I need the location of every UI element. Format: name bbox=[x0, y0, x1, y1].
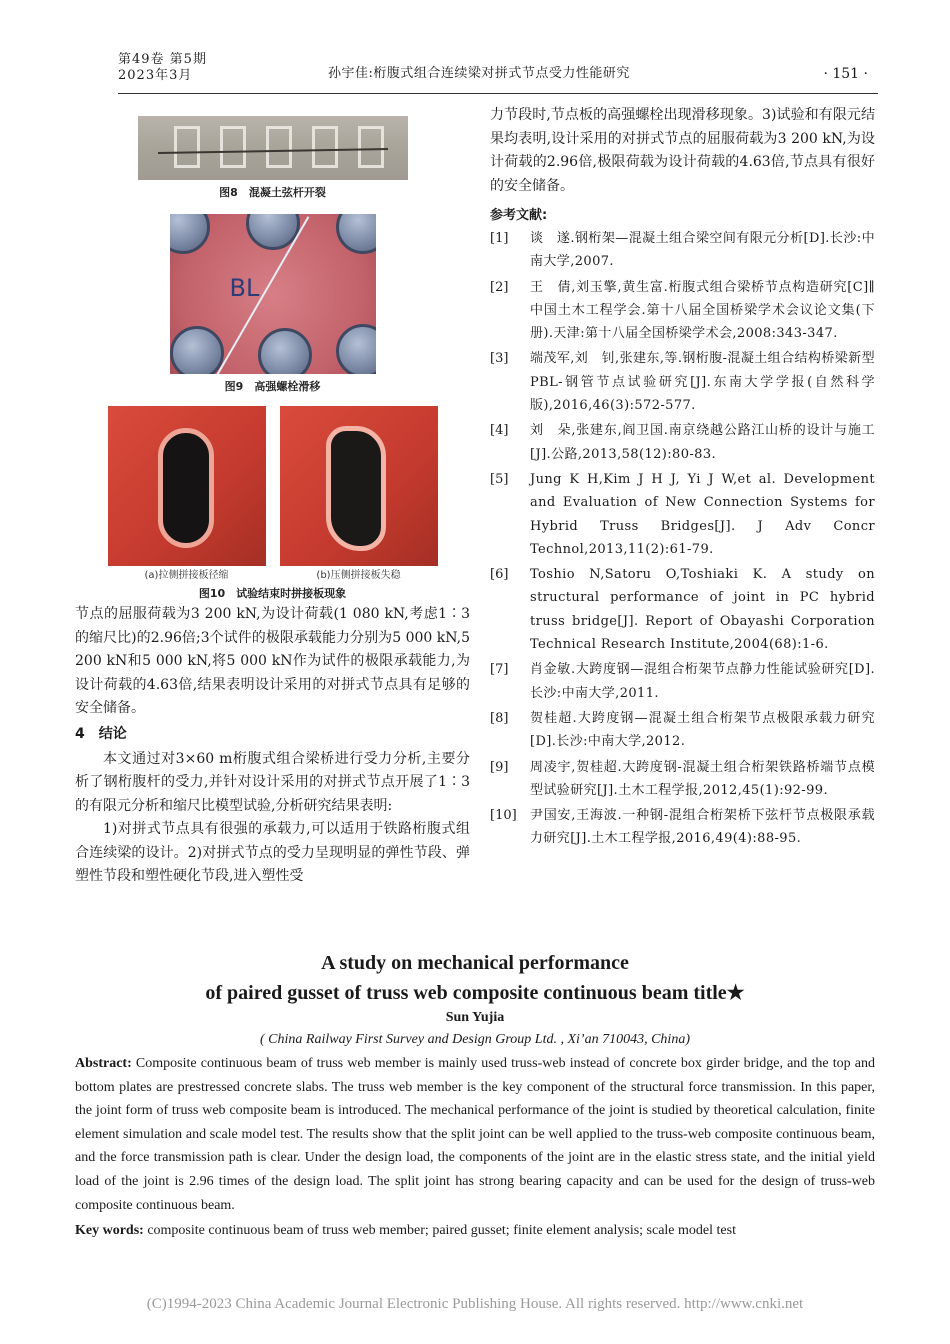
body-paragraph: 本文通过对3×60 m桁腹式组合梁桥进行受力分析,主要分析了钢桁腹杆的受力,并针对设计采用的对拼式节点开展了1∶3的有限元分析和缩尺比模型试验,分析研究结果表明: bbox=[75, 750, 470, 814]
reference-item bbox=[490, 658, 875, 705]
reference-text: 肖金敏.大跨度钢—混组合桁架节点静力性能试验研究[D].长沙:中南大学,2011. bbox=[530, 662, 875, 701]
grid-mark bbox=[358, 126, 384, 168]
reference-number: [10] bbox=[490, 808, 517, 824]
reference-number: [4] bbox=[490, 423, 509, 439]
reference-item bbox=[490, 276, 875, 346]
compression-plate-buckling-photo bbox=[280, 406, 438, 566]
copyright-footer: (C)1994-2023 China Academic Journal Electronic Publishing House. All rights reserved. http://www.cnki.net bbox=[146, 1296, 804, 1312]
reference-item bbox=[490, 419, 875, 466]
grid-mark bbox=[220, 126, 246, 168]
reference-text: 端茂军,刘 钊,张建东,等.钢桁腹-混凝土组合结构桥梁新型PBL-钢管节点试验研究[J].东南大学学报(自然科学版),2016,46(3):572-577. bbox=[530, 351, 875, 414]
english-affiliation: ( China Railway First Survey and Design Group Ltd. , Xi’an 710043, China) bbox=[260, 1032, 690, 1047]
english-abstract bbox=[75, 1052, 875, 1217]
bolt-head bbox=[170, 326, 224, 374]
figure-8 bbox=[75, 116, 470, 200]
abstract-text: Composite continuous beam of truss web member is mainly used truss-web instead of concrete box girder bridge, and the top and bottom plates are prestressed concrete slabs. The truss web member is the key component of the structural force transmission. In this paper, the joint form of truss web composite beam is introduced. The mechanical performance of the joint is studied by theoretical calculation, finite element simulation and scale model test. The results show that the split joint can be well applied to the truss-web composite continuous beam, and the force transmission path is clear. Under the design load, the components of the joint are in the elastic stress state, and the initial yield load of the joint is 2.96 times of the design load. The split joint has strong bearing capacity and can be used for the design of truss-web composite continuous beam. bbox=[75, 1056, 875, 1213]
running-title: 孙宇佳:桁腹式组合连续梁对拼式节点受力性能研究 bbox=[328, 66, 630, 81]
figure-10 bbox=[75, 406, 470, 601]
reference-text: 王 倩,刘玉擎,黄生富.桁腹式组合梁桥节点构造研究[C]∥中国土木工程学会.第十八届全国桥梁学术会议论文集(下册).天津:第十八届全国桥梁学术会,2008:343-347. bbox=[530, 279, 875, 342]
page-header bbox=[118, 52, 878, 94]
body-paragraph: 力节段时,节点板的高强螺栓出现滑移现象。3)试验和有限元结果均表明,设计采用的对拼式节点的屈服荷载为3 200 kN,为设计荷载的2.96倍,极限荷载为设计荷载的4.63倍,节点具有很好的安全储备。 bbox=[490, 107, 875, 194]
reference-text: Toshio N,Satoru O,Toshiaki K. A study on structural performance of joint in PC hybrid truss bridge[J]. Report of Obayashi Corporation Technical Research Institute,2004(68):1-6. bbox=[530, 567, 875, 653]
left-column bbox=[75, 104, 470, 889]
bolt-head bbox=[170, 214, 210, 254]
reference-item bbox=[490, 468, 875, 561]
abstract-label: Abstract: bbox=[75, 1056, 132, 1071]
grid-mark bbox=[266, 126, 292, 168]
english-author: Sun Yujia bbox=[445, 1010, 505, 1025]
reference-text: 谈 遂.钢桁架—混凝土组合梁空间有限元分析[D].长沙:中南大学,2007. bbox=[530, 231, 875, 270]
english-title-line-2: of paired gusset of truss web composite continuous beam title★ bbox=[205, 982, 745, 1004]
tension-plate-necking-photo bbox=[108, 406, 266, 566]
figure-10-panels bbox=[108, 406, 438, 581]
reference-item bbox=[490, 707, 875, 754]
section-heading-conclusion: 4 结论 bbox=[75, 725, 127, 742]
reference-item bbox=[490, 347, 875, 417]
reference-number: [8] bbox=[490, 710, 509, 726]
reference-text: 周凌宇,贺桂超.大跨度钢-混凝土组合桁架铁路桥端节点模型试验研究[J].土木工程学报,2012,45(1):92-99. bbox=[530, 759, 875, 798]
reference-number: [5] bbox=[490, 471, 509, 487]
body-paragraph: 节点的屈服荷载为3 200 kN,为设计荷载(1 080 kN,考虑1∶3的缩尺比)的2.96倍;3个试件的极限承载能力分别为5 000 kN,5 200 kN和5 000 kN,将5 000 kN作为试件的极限承载能力,为设计荷载的4.63倍,结果表明设计采用的对拼式节点具有足够的安全储备。 bbox=[75, 606, 470, 716]
bl-marking: BL bbox=[229, 274, 260, 302]
bolt-head bbox=[336, 214, 376, 254]
bolt-head bbox=[258, 328, 312, 374]
reference-text: Jung K H,Kim J H J, Yi J W,et al. Development and Evaluation of New Connection Systems for Hybrid Truss Bridges[J]. J Adv Concr Technol,2013,11(2):61-79. bbox=[530, 471, 875, 557]
figure-8-caption: 图8 混凝土弦杆开裂 bbox=[219, 186, 326, 199]
journal-issue bbox=[118, 52, 207, 84]
reference-item bbox=[490, 563, 875, 656]
references-heading: 参考文献: bbox=[490, 208, 548, 223]
bolt-head bbox=[336, 324, 376, 374]
reference-item bbox=[490, 227, 875, 274]
figure-10-caption: 图10 试验结束时拼接板现象 bbox=[198, 587, 347, 600]
grid-mark bbox=[312, 126, 338, 168]
grid-mark bbox=[174, 126, 200, 168]
figure-10a-caption: (a)拉侧拼接板径缩 bbox=[144, 570, 229, 581]
reference-item bbox=[490, 804, 875, 851]
reference-number: [7] bbox=[490, 662, 509, 678]
reference-text: 刘 朵,张建东,阎卫国.南京绕越公路江山桥的设计与施工[J].公路,2013,58(12):80-83. bbox=[530, 423, 875, 462]
reference-number: [3] bbox=[490, 351, 509, 367]
reference-number: [9] bbox=[490, 759, 509, 775]
reference-number: [1] bbox=[490, 231, 509, 246]
reference-text: 贺桂超.大跨度钢—混凝土组合桁架节点极限承载力研究[D].长沙:中南大学,2012. bbox=[530, 710, 875, 750]
concrete-chord-crack-photo bbox=[138, 116, 408, 180]
reference-text: 尹国安,王海波.一种钢-混组合桁架桥下弦杆节点极限承载力研究[J].土木工程学报,2016,49(4):88-95. bbox=[530, 808, 875, 847]
figure-10a bbox=[108, 406, 266, 581]
reference-item bbox=[490, 756, 875, 803]
right-column bbox=[490, 104, 875, 853]
figure-10b-caption: (b)压侧拼接板失稳 bbox=[316, 570, 401, 581]
reference-number: [2] bbox=[490, 279, 509, 295]
references-list bbox=[490, 227, 875, 851]
volume-issue: 第49卷 第5期 bbox=[118, 52, 207, 67]
english-title-line-1: A study on mechanical performance bbox=[321, 952, 629, 974]
page-number: · 151 · bbox=[823, 66, 868, 82]
plate-slot bbox=[158, 428, 214, 548]
body-paragraph: 1)对拼式节点具有很强的承载力,可以适用于铁路桁腹式组合连续梁的设计。2)对拼式节点的受力呈现明显的弹性节段、弹塑性节段和塑性硬化节段,进入塑性受 bbox=[75, 821, 470, 884]
figure-9-caption: 图9 高强螺栓滑移 bbox=[224, 380, 321, 393]
english-keywords bbox=[75, 1219, 875, 1243]
issue-date: 2023年3月 bbox=[118, 68, 193, 83]
bolt-slip-photo bbox=[170, 214, 376, 374]
plate-slot bbox=[326, 426, 386, 551]
keywords-label: Key words: bbox=[75, 1223, 144, 1239]
keywords-text: composite continuous beam of truss web member; paired gusset; finite element analysis; scale model test bbox=[143, 1223, 736, 1239]
reference-number: [6] bbox=[490, 567, 509, 583]
english-abstract-block bbox=[75, 948, 875, 1243]
figure-10b bbox=[280, 406, 438, 581]
figure-9 bbox=[75, 214, 470, 394]
